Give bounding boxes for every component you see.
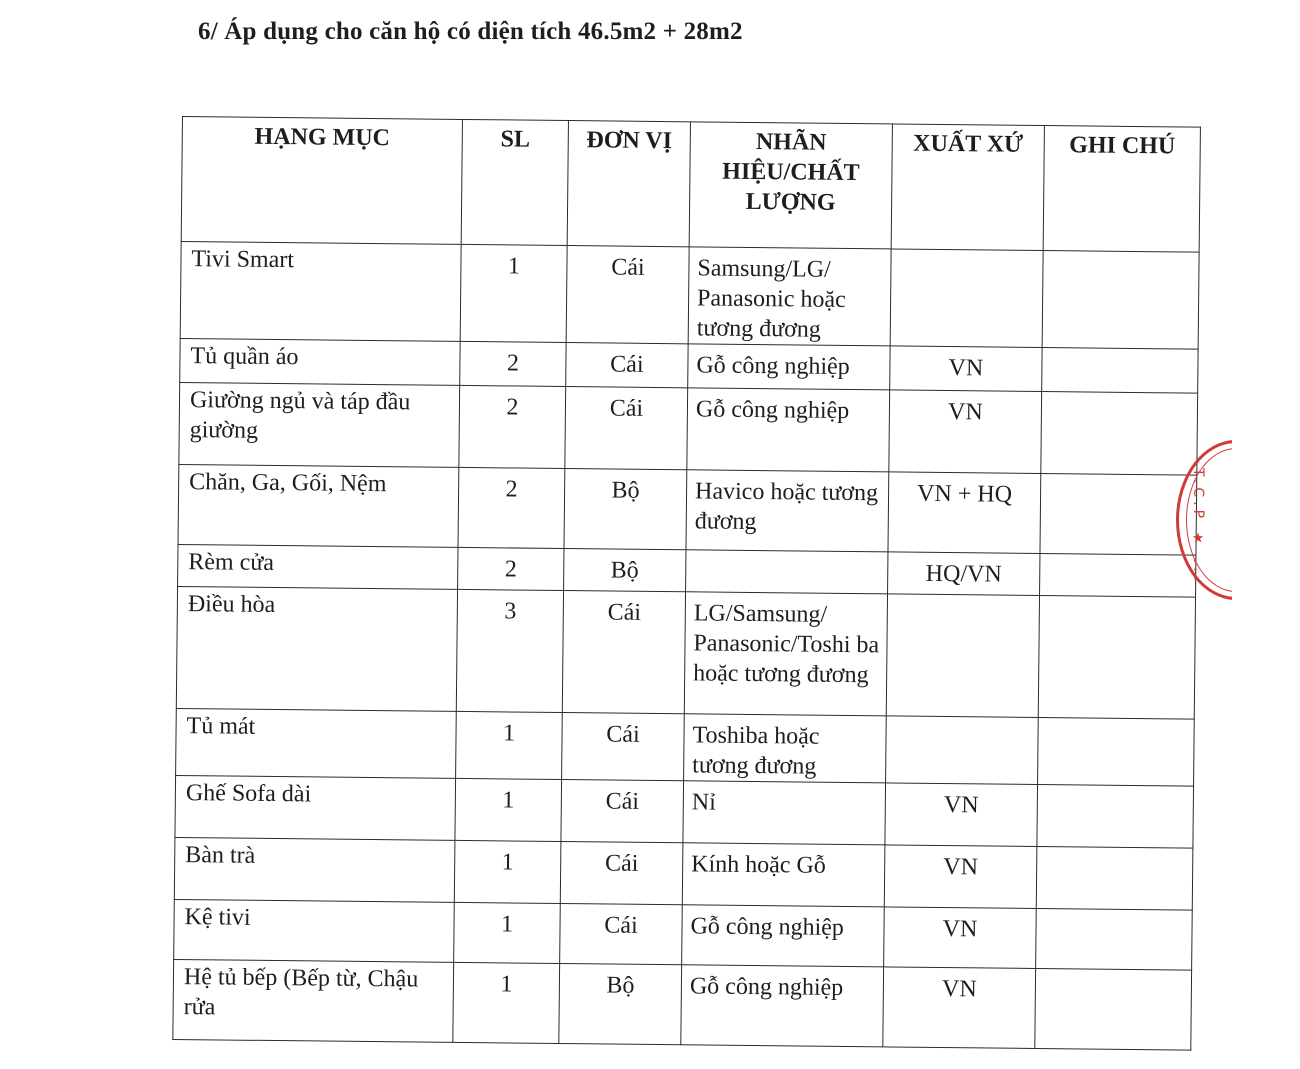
table-header-row [181, 117, 1200, 253]
cell-sl: 1 [453, 962, 560, 1043]
table-row [173, 959, 1192, 1050]
table-row [174, 899, 1193, 970]
cell-unit: Bộ [564, 549, 686, 592]
cell-note [1036, 846, 1193, 910]
cell-unit: Cái [562, 713, 685, 781]
cell-note [1040, 554, 1196, 598]
header-sl: SL [461, 119, 568, 245]
cell-brand [686, 550, 888, 594]
cell-item: Bàn trà [174, 837, 455, 902]
cell-brand: Gỗ công nghiệp [682, 905, 885, 967]
cell-item: Điều hòa [176, 586, 457, 711]
table-row [180, 241, 1199, 349]
cell-sl: 2 [458, 547, 564, 590]
cell-sl: 3 [456, 589, 563, 712]
cell-brand: Havico hoặc tương đương [686, 470, 889, 552]
cell-unit: Cái [562, 591, 685, 714]
furniture-table [172, 116, 1201, 1051]
header-item: HẠNG MỤC [181, 117, 462, 245]
cell-sl: 1 [456, 711, 563, 779]
cell-note [1036, 908, 1193, 970]
table-row [178, 464, 1197, 555]
cell-brand: Samsung/LG/ Panasonic hoặc tương đương [688, 247, 891, 346]
header-brand-line: LƯỢNG [745, 188, 836, 216]
cell-origin: HQ/VN [888, 552, 1040, 596]
table-row [174, 837, 1193, 910]
cell-item: Hệ tủ bếp (Bếp từ, Chậu rửa [173, 959, 454, 1042]
cell-item: Ghế Sofa dài [175, 775, 456, 840]
header-note: GHI CHÚ [1043, 126, 1200, 253]
header-brand-line: NHÃN [755, 129, 827, 156]
table-row [176, 708, 1195, 786]
red-seal-stamp [1176, 440, 1232, 600]
cell-note [1037, 784, 1194, 848]
cell-sl: 2 [458, 467, 565, 548]
cell-unit: Bộ [564, 469, 687, 550]
cell-brand: Toshiba hoặc tương đương [684, 714, 887, 783]
cell-note [1042, 251, 1199, 350]
header-brand [689, 122, 892, 249]
cell-item: Tủ quần áo [180, 338, 460, 385]
cell-brand: Kính hoặc Gỗ [682, 843, 885, 907]
header-brand-line: HIỆU/CHẤT [722, 158, 860, 187]
cell-origin: VN [884, 845, 1037, 909]
cell-note [1040, 474, 1197, 556]
cell-item: Tivi Smart [180, 241, 461, 341]
table-row [179, 382, 1198, 475]
cell-origin: VN [883, 967, 1036, 1049]
cell-item: Tủ mát [176, 708, 457, 778]
cell-unit: Cái [566, 343, 688, 388]
cell-item: Rèm cửa [178, 544, 458, 589]
cell-sl: 1 [460, 244, 567, 342]
cell-origin: VN [884, 907, 1037, 969]
cell-origin [890, 249, 1043, 348]
cell-sl: 2 [460, 341, 566, 386]
cell-unit: Cái [565, 387, 688, 470]
table-row [176, 586, 1195, 719]
cell-sl: 1 [455, 778, 562, 841]
cell-item: Giường ngủ và táp đầu giường [179, 382, 460, 467]
cell-item: Kệ tivi [174, 899, 455, 962]
cell-note [1038, 717, 1195, 786]
cell-item: Chăn, Ga, Gối, Nệm [178, 464, 459, 547]
cell-origin: VN [890, 346, 1042, 392]
cell-origin: VN + HQ [888, 472, 1041, 554]
header-origin: XUẤT XỨ [891, 124, 1044, 251]
cell-origin [886, 716, 1039, 785]
cell-note [1038, 596, 1195, 720]
cell-unit: Cái [560, 904, 683, 965]
cell-unit: Cái [566, 246, 689, 344]
cell-brand: LG/Samsung/ Panasonic/Toshi ba hoặc tương đương [684, 592, 887, 716]
document-heading: 6/ Áp dụng cho căn hộ có diện tích 46.5m2 + 28m2 [198, 18, 743, 45]
cell-note [1041, 392, 1198, 476]
cell-sl: 1 [454, 902, 561, 963]
cell-sl: 2 [459, 385, 566, 468]
cell-note [1042, 348, 1198, 394]
cell-brand: Gỗ công nghiệp [688, 344, 890, 390]
cell-sl: 1 [454, 840, 561, 903]
seal-text: T.C.P ★ ... [1190, 468, 1206, 585]
cell-origin: VN [889, 390, 1042, 474]
cell-note [1035, 968, 1192, 1050]
cell-unit: Cái [560, 842, 683, 905]
cell-origin: VN [885, 783, 1038, 847]
cell-brand: Gỗ công nghiệp [681, 965, 884, 1047]
cell-brand: Gỗ công nghiệp [687, 388, 890, 472]
cell-unit: Bộ [559, 964, 682, 1045]
header-unit: ĐƠN VỊ [567, 121, 690, 247]
furniture-table-wrapper [172, 116, 1201, 1051]
cell-unit: Cái [561, 780, 684, 843]
cell-brand: Nỉ [683, 781, 886, 845]
cell-origin [886, 594, 1039, 718]
table-row [175, 775, 1194, 848]
